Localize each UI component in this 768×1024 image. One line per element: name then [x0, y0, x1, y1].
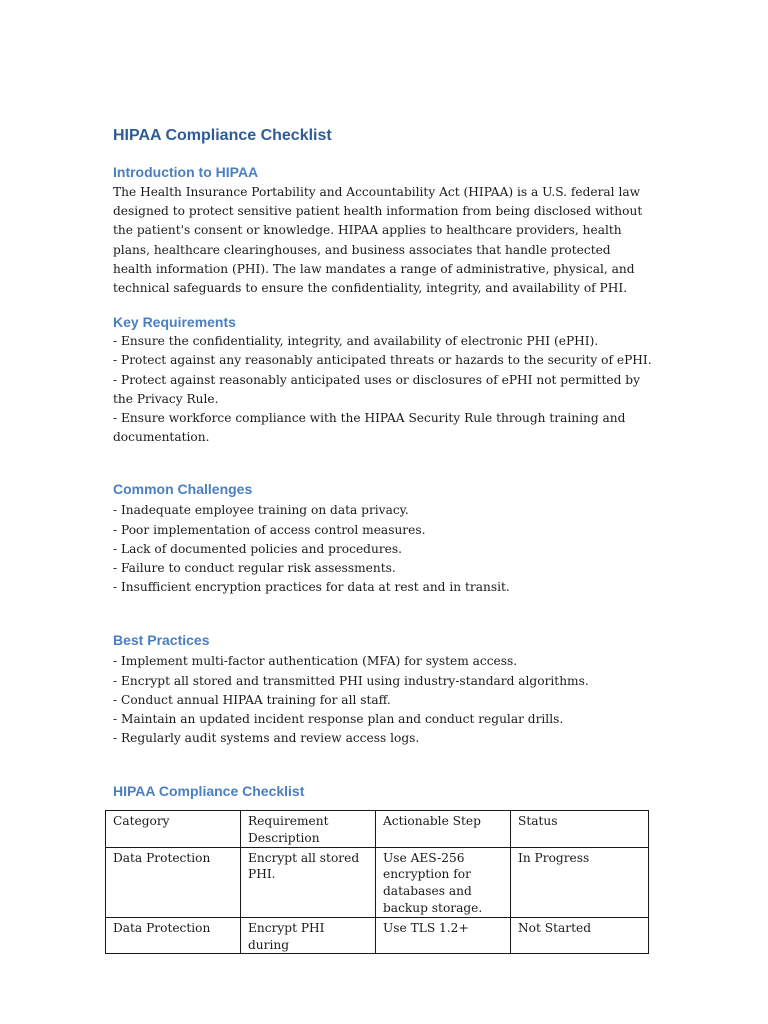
table-cell: Data Protection	[106, 917, 241, 954]
list-item: - Protect against reasonably anticipated uses or disclosures of ePHI not permitted by the Privacy Rule.	[113, 372, 640, 406]
column-header: Status	[511, 811, 649, 848]
intro-paragraph: The Health Insurance Portability and Accountability Act (HIPAA) is a U.S. federal law designed to protect sensitive patient health information from being disclosed without the patient's consent or knowledge. HIPAA applies to healthcare providers, health plans, healthcare clearinghouses, and business associates that handle protected health information (PHI). The law mandates a range of administrative, physical, and technical safeguards to ensure the confidentiality, integrity, and availability of PHI.	[113, 185, 643, 296]
common-challenges-heading: Common Challenges	[113, 481, 253, 498]
intro-heading: Introduction to HIPAA	[113, 164, 259, 180]
column-header: Category	[106, 811, 241, 848]
list-item: - Protect against any reasonably anticipated threats or hazards to the security of ePHI.	[113, 353, 652, 368]
list-item: - Failure to conduct regular risk assessments.	[113, 561, 396, 576]
list-item: - Insufficient encryption practices for data at rest and in transit.	[113, 580, 510, 595]
table-cell: Use TLS 1.2+	[376, 917, 511, 954]
table-cell: Not Started	[511, 917, 649, 954]
table-cell: Encrypt PHI during	[241, 917, 376, 954]
key-requirements-list	[113, 332, 653, 447]
key-requirements-heading: Key Requirements	[113, 314, 236, 331]
list-item: - Implement multi-factor authentication (MFA) for system access.	[113, 654, 518, 669]
document-page	[113, 125, 653, 801]
list-item: - Inadequate employee training on data privacy.	[113, 503, 409, 518]
table-cell: In Progress	[511, 847, 649, 917]
list-item: - Poor implementation of access control measures.	[113, 522, 426, 537]
table-header-row	[106, 811, 649, 848]
list-item: - Ensure workforce compliance with the HIPAA Security Rule through training and documentation.	[113, 411, 626, 445]
checklist-heading: HIPAA Compliance Checklist	[113, 783, 305, 800]
table-cell: Use AES-256 encryption for databases and backup storage.	[376, 847, 511, 917]
list-item: - Maintain an updated incident response plan and conduct regular drills.	[113, 712, 564, 727]
column-header: Actionable Step	[376, 811, 511, 848]
best-practices-list	[113, 652, 653, 748]
table-row	[106, 847, 649, 917]
table-row	[106, 917, 649, 954]
list-item: - Regularly audit systems and review access logs.	[113, 731, 420, 746]
best-practices-heading: Best Practices	[113, 632, 210, 649]
list-item: - Encrypt all stored and transmitted PHI using industry-standard algorithms.	[113, 673, 589, 688]
document-title: HIPAA Compliance Checklist	[113, 127, 332, 144]
compliance-table	[105, 810, 649, 954]
list-item: - Ensure the confidentiality, integrity, and availability of electronic PHI (ePHI).	[113, 334, 599, 349]
column-header: Requirement Description	[241, 811, 376, 848]
list-item: - Lack of documented policies and procedures.	[113, 541, 402, 556]
list-item: - Conduct annual HIPAA training for all staff.	[113, 692, 391, 707]
table-cell: Encrypt all stored PHI.	[241, 847, 376, 917]
table-cell: Data Protection	[106, 847, 241, 917]
common-challenges-list	[113, 501, 653, 597]
